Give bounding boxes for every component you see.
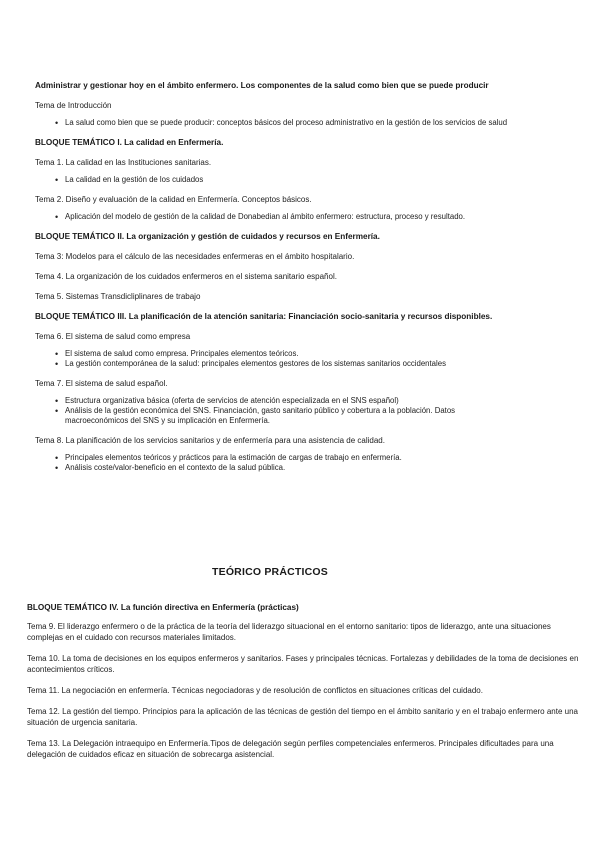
tema-1: Tema 1. La calidad en las Instituciones sanitarias. [35, 158, 212, 167]
section-title: TEÓRICO PRÁCTICOS [212, 566, 328, 578]
tema-9: Tema 9. El liderazgo enfermero o de la práctica de la teoría del liderazgo situacional en el entorno sanitario: tipos de liderazgo, ante una situaciones complejas en el cuidado con recursos materiales limitados. [27, 622, 551, 642]
list-item: • La gestión contemporánea de la salud: principales elementos gestores de los sistemas sanitarios occidentales [65, 359, 595, 369]
list-item: • El sistema de salud como empresa. Principales elementos teóricos. [65, 349, 595, 359]
tema-2-list [35, 212, 595, 222]
list-item: • La calidad en la gestión de los cuidados [65, 175, 595, 185]
bloque-2-heading: BLOQUE TEMÁTICO II. La organización y gestión de cuidados y recursos en Enfermería. [35, 232, 380, 241]
tema-1-list [35, 175, 595, 185]
tema-7: Tema 7. El sistema de salud español. [35, 379, 168, 388]
tema-8-list [35, 453, 595, 473]
list-item: • Análisis de la gestión económica del SNS. Financiación, gasto sanitario público y cobertura a la población. Datos macroeconómicos del SNS y su implicación en Enfermería. [65, 406, 505, 426]
list-item: • Principales elementos teóricos y prácticos para la estimación de cargas de trabajo en enfermería. [65, 453, 595, 463]
tema-4: Tema 4. La organización de los cuidados enfermeros en el sistema sanitario español. [35, 272, 337, 281]
tema-6-list [35, 349, 595, 369]
bloque-3-heading: BLOQUE TEMÁTICO III. La planificación de la atención sanitaria: Financiación socio-sanitaria y recursos disponibles. [35, 312, 493, 321]
tema-13: Tema 13. La Delegación intraequipo en Enfermería.Tipos de delegación según perfiles competenciales enfermeros. Principales dificultades para una delegación de cuidados eficaz en situación de sobrecarga asistencial. [27, 739, 554, 759]
tema-10: Tema 10. La toma de decisiones en los equipos enfermeros y sanitarios. Fases y principales técnicas. Fortalezas y debilidades de la toma de decisiones en acontecimientos críticos. [27, 654, 579, 674]
tema-3: Tema 3: Modelos para el cálculo de las necesidades enfermeras en el ámbito hospitalario. [35, 252, 355, 261]
tema-6: Tema 6. El sistema de salud como empresa [35, 332, 191, 341]
tema-8: Tema 8. La planificación de los servicios sanitarios y de enfermería para una asistencia de calidad. [35, 436, 385, 445]
tema-12: Tema 12. La gestión del tiempo. Principios para la aplicación de las técnicas de gestión del tiempo en el ámbito sanitario y en el trabajo enfermero ante una situación de urgencia sanitaria. [27, 707, 578, 727]
tema-5: Tema 5. Sistemas Transdicliplinares de trabajo [35, 292, 201, 301]
practice-section [27, 602, 587, 770]
main-heading: Administrar y gestionar hoy en el ámbito enfermero. Los componentes de la salud como bien que se puede producir [35, 81, 489, 90]
bloque-1-heading: BLOQUE TEMÁTICO I. La calidad en Enfermería. [35, 138, 224, 147]
list-item: • La salud como bien que se puede producir: conceptos básicos del proceso administrativo en la gestión de los servicios de salud [65, 118, 595, 128]
list-item: • Estructura organizativa básica (oferta de servicios de atención especializada en el SNS español) [65, 396, 595, 406]
bloque-4-heading: BLOQUE TEMÁTICO IV. La función directiva en Enfermería (prácticas) [27, 603, 299, 612]
tema-7-list [35, 396, 595, 426]
theory-section [35, 80, 595, 473]
intro-tema: Tema de Introducción [35, 101, 112, 110]
intro-list [35, 118, 595, 128]
list-item: • Aplicación del modelo de gestión de la calidad de Donabedian al ámbito enfermero: estructura, proceso y resultado. [65, 212, 595, 222]
list-item: • Análisis coste/valor-beneficio en el contexto de la salud pública. [65, 463, 595, 473]
tema-11: Tema 11. La negociación en enfermería. Técnicas negociadoras y de resolución de conflictos en situaciones críticas del cuidado. [27, 686, 483, 695]
tema-2: Tema 2. Diseño y evaluación de la calidad en Enfermería. Conceptos básicos. [35, 195, 312, 204]
